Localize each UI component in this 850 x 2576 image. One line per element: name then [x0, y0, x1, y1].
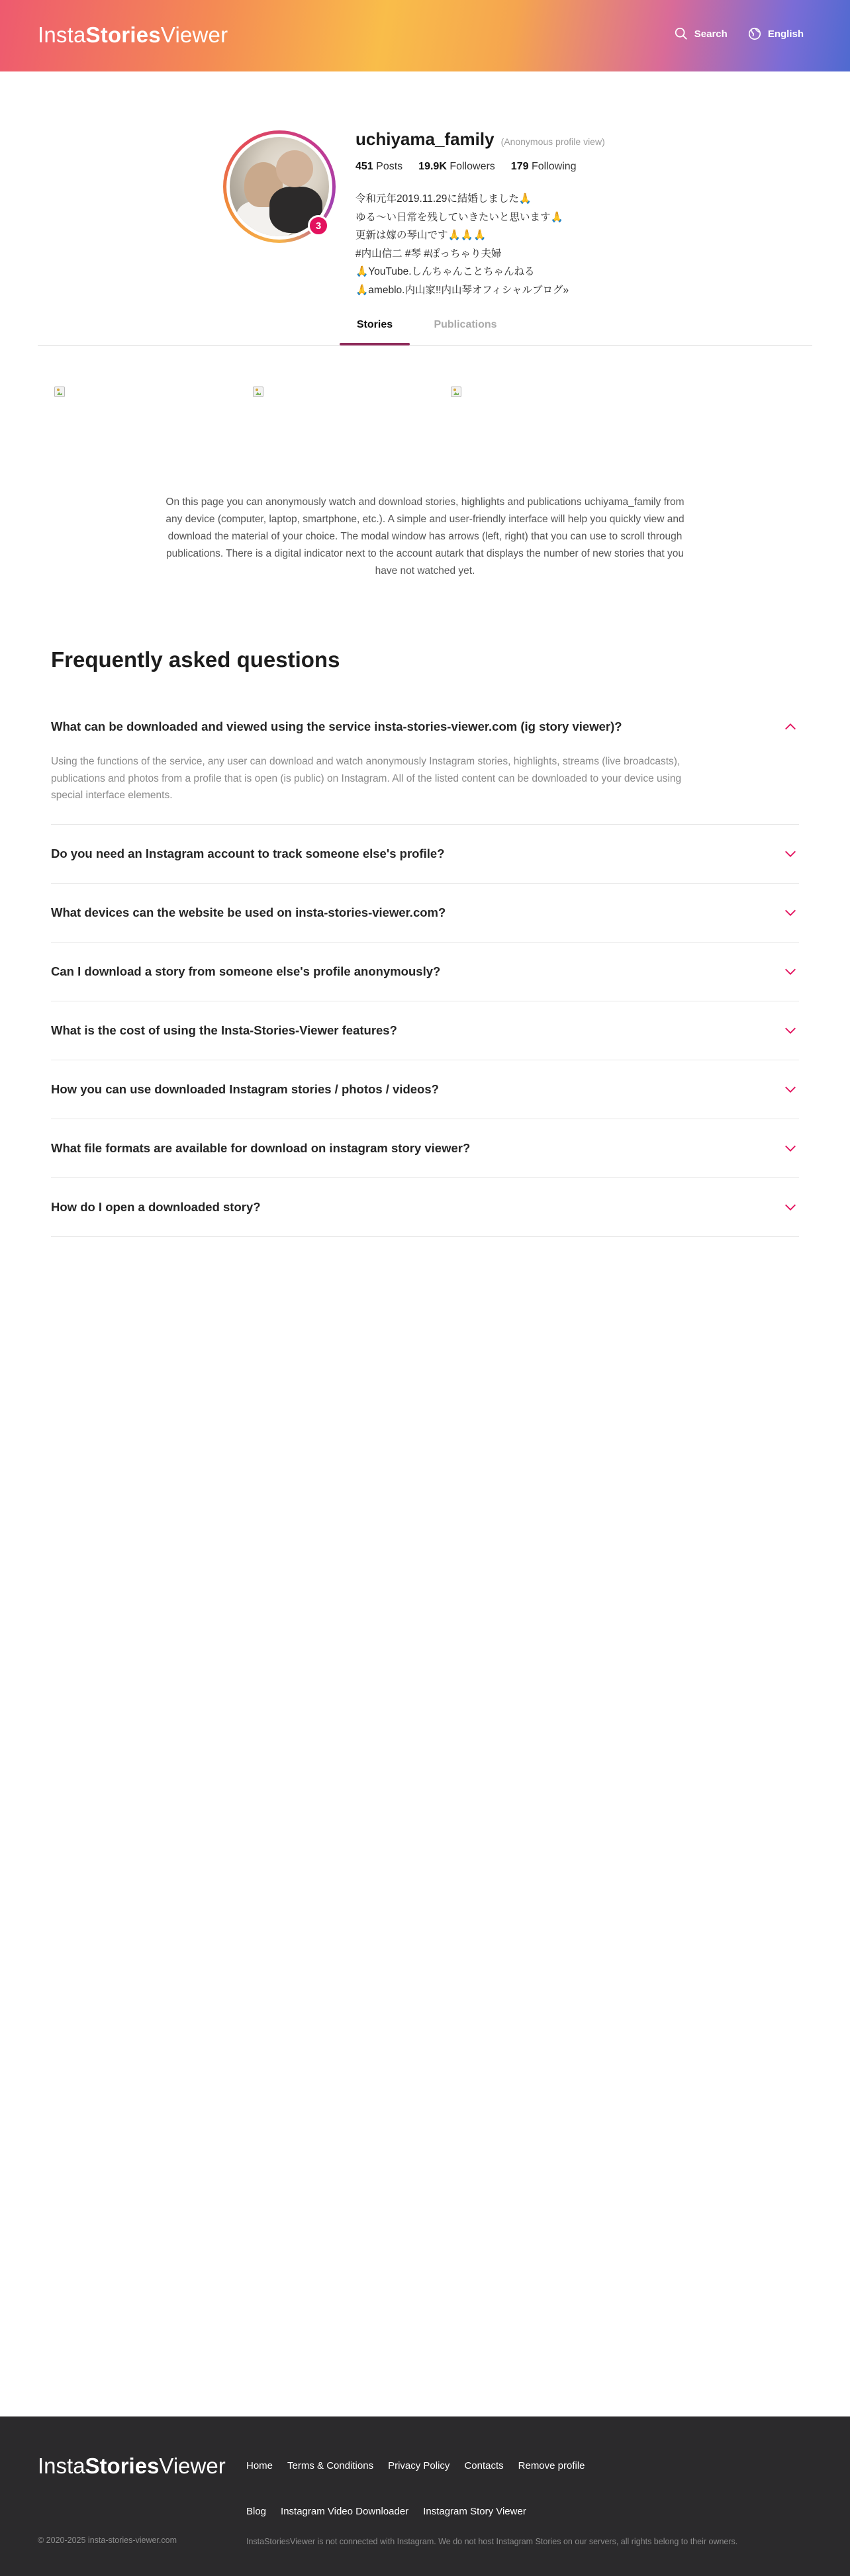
faq-item	[51, 825, 799, 884]
footer-link-video-downloader[interactable]: Instagram Video Downloader	[281, 2506, 409, 2517]
chevron-down-icon[interactable]	[783, 1200, 798, 1215]
bio-line: 🙏YouTube.しんちゃんことちゃんねる	[355, 266, 535, 277]
footer-disclaimer: InstaStoriesViewer is not connected with Instagram. We do not host Instagram Stories on our servers, all rights belong to their owners.	[246, 2537, 738, 2546]
globe-icon	[747, 26, 762, 41]
faq-list	[51, 700, 799, 1237]
site-header	[0, 0, 850, 71]
logo-suffix: Viewer	[160, 23, 228, 47]
bio-link[interactable]: 🙏ameblo.内山家!!内山琴オフィシャルブログ»	[355, 284, 569, 296]
site-logo[interactable]	[38, 23, 228, 48]
faq-title: Frequently asked questions	[51, 647, 340, 672]
bio-line: 令和元年2019.11.29に結婚しました🙏	[355, 193, 532, 205]
faq-question[interactable]	[51, 825, 799, 883]
profile-bio	[355, 190, 569, 299]
faq-question-text: What file formats are available for download on instagram story viewer?	[51, 1140, 471, 1155]
footer-link-story-viewer[interactable]: Instagram Story Viewer	[423, 2506, 526, 2517]
language-selector[interactable]	[747, 26, 804, 41]
faq-question-text: What is the cost of using the Insta-Stories-Viewer features?	[51, 1023, 397, 1037]
faq-question-text: What devices can the website be used on insta-stories-viewer.com?	[51, 905, 446, 919]
faq-item	[51, 700, 799, 825]
avatar[interactable]	[223, 130, 336, 243]
faq-answer: Using the functions of the service, any user can download and watch anonymously Instagram stories, highlights, streams (live broadcasts), publications and photos from a profile that is open (is public) on Instagram. All of the listed content can be downloaded to your device using special interface elements.	[51, 756, 682, 801]
faq-item	[51, 1060, 799, 1119]
search-label: Search	[694, 28, 728, 40]
new-stories-badge: 3	[308, 215, 329, 236]
footer-link-terms[interactable]: Terms & Conditions	[287, 2460, 374, 2471]
chevron-down-icon[interactable]	[783, 1141, 798, 1156]
bio-line: #内山信二 #琴 #ぽっちゃり夫婦	[355, 248, 502, 259]
content-tabs	[38, 314, 812, 345]
faq-item	[51, 1001, 799, 1060]
faq-question-text: Can I download a story from someone else's profile anonymously?	[51, 964, 441, 978]
footer-logo[interactable]	[38, 2454, 226, 2479]
footer-link-privacy[interactable]: Privacy Policy	[388, 2460, 450, 2471]
chevron-down-icon[interactable]	[783, 1082, 798, 1097]
logo-bold: Stories	[85, 2454, 160, 2478]
chevron-down-icon[interactable]	[783, 964, 798, 979]
faq-question[interactable]	[51, 1178, 799, 1236]
bio-line: 更新は嫁の琴山です🙏🙏🙏	[355, 230, 487, 241]
profile-stats	[355, 161, 577, 173]
faq-question-text: How you can use downloaded Instagram stories / photos / videos?	[51, 1081, 439, 1096]
faq-question[interactable]	[51, 884, 799, 942]
chevron-down-icon[interactable]	[783, 905, 798, 920]
footer-link-remove-profile[interactable]: Remove profile	[518, 2460, 585, 2471]
chevron-down-icon[interactable]	[783, 847, 798, 861]
faq-question[interactable]	[51, 1001, 799, 1060]
following-stat: 179 Following	[510, 161, 577, 172]
faq-question-text: Do you need an Instagram account to track someone else's profile?	[51, 846, 445, 860]
faq-item	[51, 1178, 799, 1237]
site-footer	[0, 2416, 850, 2576]
story-thumbnail[interactable]	[451, 387, 461, 397]
logo-prefix: Insta	[38, 23, 86, 47]
footer-link-contacts[interactable]: Contacts	[464, 2460, 504, 2471]
story-thumbnail[interactable]	[253, 387, 263, 397]
faq-question[interactable]	[51, 700, 799, 753]
search-icon	[674, 26, 688, 41]
footer-links	[246, 2460, 710, 2517]
username-row	[355, 129, 605, 150]
tab-publications[interactable]: Publications	[434, 319, 497, 330]
chevron-down-icon[interactable]	[783, 1023, 798, 1038]
language-label: English	[767, 28, 804, 40]
faq-question[interactable]	[51, 943, 799, 1001]
tab-stories[interactable]: Stories	[340, 319, 410, 331]
faq-item	[51, 1119, 799, 1178]
profile-card	[223, 129, 634, 301]
logo-bold: Stories	[85, 23, 161, 47]
footer-link-blog[interactable]: Blog	[246, 2506, 267, 2517]
footer-copyright: © 2020-2025 insta-stories-viewer.com	[38, 2536, 177, 2545]
faq-question-text: What can be downloaded and viewed using the service insta-stories-viewer.com (ig story viewer)?	[51, 719, 622, 733]
chevron-up-icon[interactable]	[783, 719, 798, 734]
story-thumbnail[interactable]	[54, 387, 65, 397]
faq-item	[51, 884, 799, 943]
logo-prefix: Insta	[38, 2454, 85, 2478]
header-nav	[674, 26, 804, 41]
footer-link-home[interactable]: Home	[246, 2460, 273, 2471]
faq-question-text: How do I open a downloaded story?	[51, 1199, 261, 1214]
followers-stat: 19.9K Followers	[418, 161, 495, 172]
search-button[interactable]	[674, 26, 728, 41]
logo-suffix: Viewer	[159, 2454, 226, 2478]
page-description: On this page you can anonymously watch and download stories, highlights and publications uchiyama_family from any device (computer, laptop, smartphone, etc.). A simple and user-friendly interface will help you quickly view and download the material of your choice. The modal window has arrows (left, right) that you can use to scroll through publications. There is a digital indicator next to the account autark that displays the number of new stories that you have not watched yet.	[165, 496, 685, 576]
anonymous-note: (Anonymous profile view)	[500, 136, 605, 147]
bio-line: ゆる〜い日常を残していきたいと思います🙏	[355, 211, 563, 223]
faq-item	[51, 943, 799, 1001]
faq-question[interactable]	[51, 1060, 799, 1119]
posts-stat: 451 Posts	[355, 161, 403, 172]
faq-question[interactable]	[51, 1119, 799, 1177]
profile-username: uchiyama_family	[355, 129, 495, 149]
